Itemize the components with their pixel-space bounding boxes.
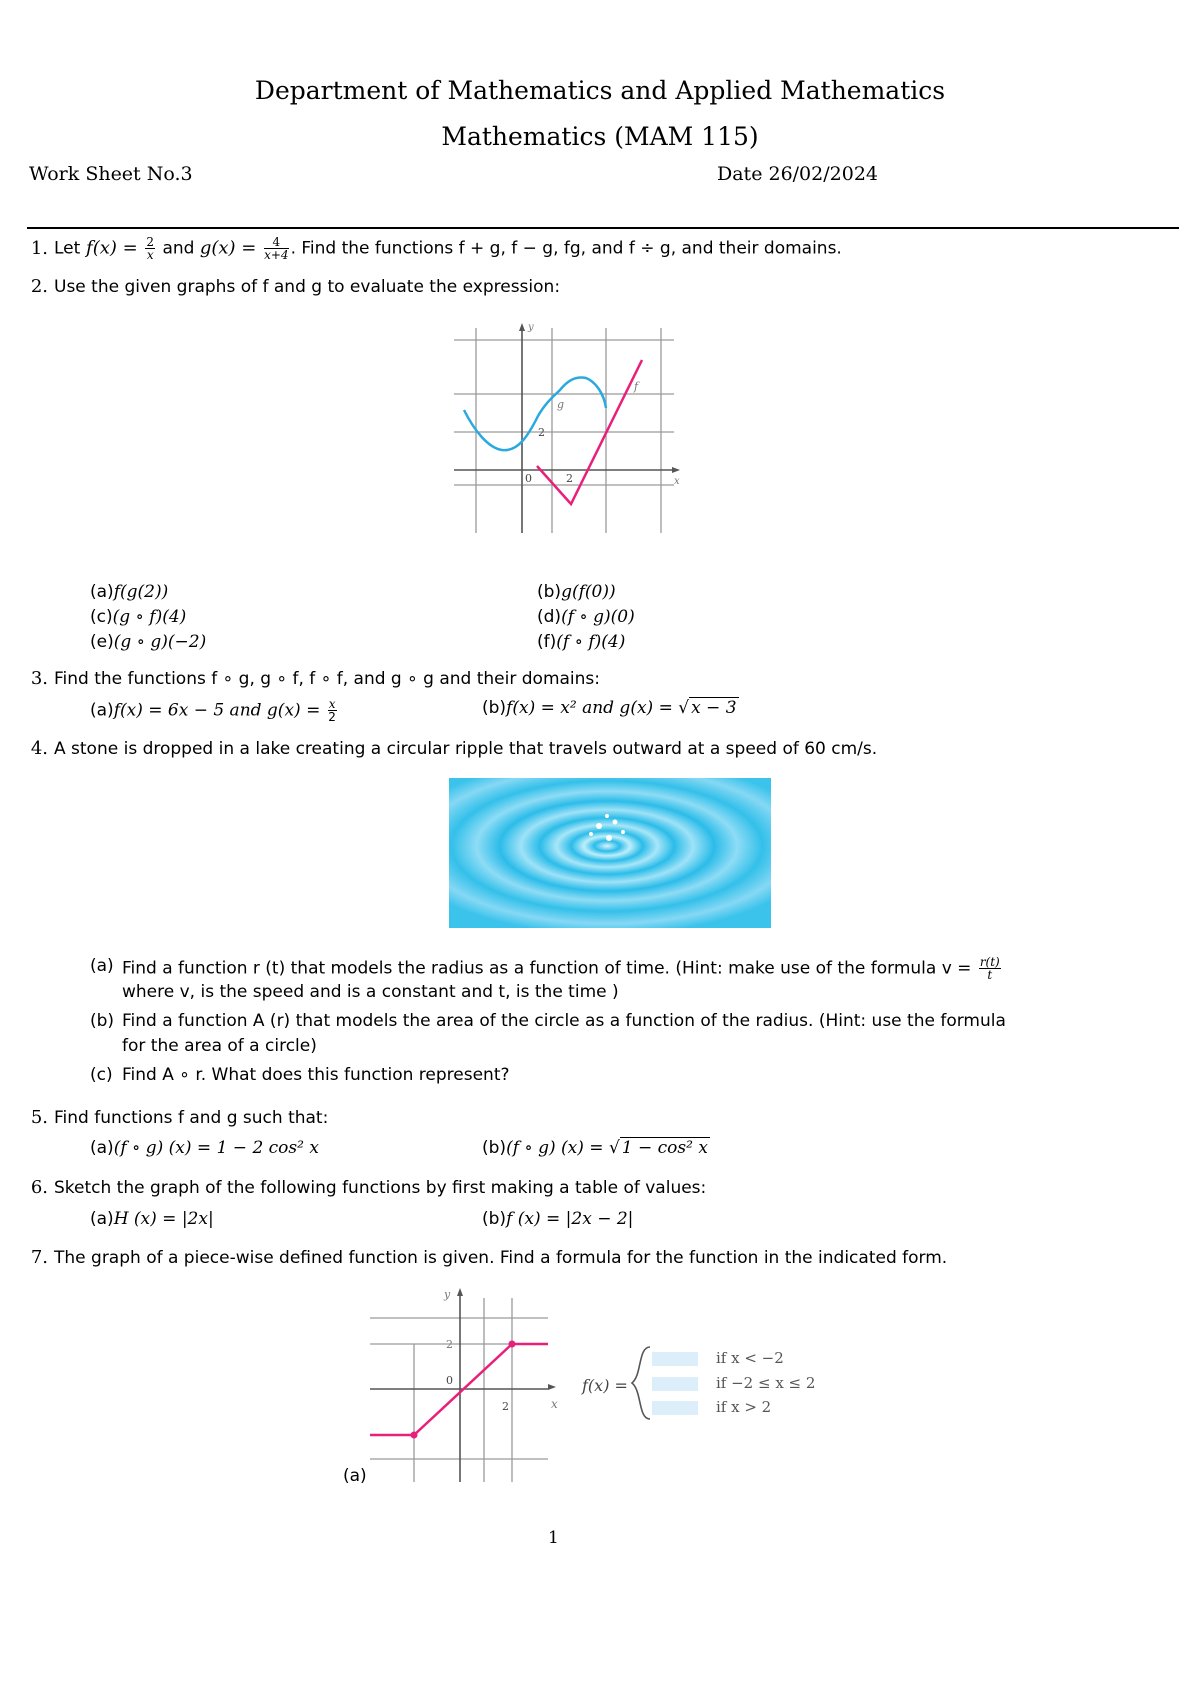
q6-part-a: (a)H (x) = |2x| bbox=[90, 1209, 214, 1229]
case-blank-2[interactable] bbox=[652, 1377, 698, 1391]
x-axis-arrow bbox=[546, 1380, 566, 1414]
question-number: 6. bbox=[30, 1177, 48, 1198]
fraction: $\frac{2}{x}$ bbox=[146, 235, 155, 262]
graph-piecewise bbox=[366, 1284, 566, 1484]
question-3: 3. Find the functions f ∘ g, g ∘ f, f ∘ f, and g ∘ g and their domains: bbox=[18, 668, 600, 689]
axes bbox=[454, 323, 680, 533]
worksheet-number: Work Sheet No.3 bbox=[29, 163, 193, 185]
piecewise-formula-lhs: f(x) = bbox=[582, 1376, 628, 1395]
q3-part-a: (a)f(x) = 6x − 5 and g(x) = $\frac{x}{2}$ bbox=[90, 697, 336, 724]
case-condition-1: if x < −2 bbox=[716, 1349, 784, 1367]
question-number: 1. bbox=[30, 237, 48, 259]
question-number: 5. bbox=[30, 1107, 48, 1128]
graph-f-g bbox=[446, 318, 686, 538]
q4-part-a-line1: Find a function r (t) that models the radius as a function of time. (Hint: make use of the formula v = $\frac{r(t)}{t}$ bbox=[122, 955, 1000, 982]
fraction: $\frac{4}{x+4}$ bbox=[264, 235, 289, 262]
course-title: Mathematics (MAM 115) bbox=[441, 122, 759, 151]
q4-part-a-line2: where v, is the speed and is a constant and t, is the time ) bbox=[122, 982, 619, 1002]
question-2: 2. Use the given graphs of f and g to evaluate the expression: bbox=[18, 276, 560, 297]
q3-part-b: (b)f(x) = x² and g(x) = √ x − 3 bbox=[482, 698, 737, 718]
x-axis-label: x bbox=[551, 1397, 558, 1411]
ripple-image bbox=[449, 778, 771, 928]
case-condition-3: if x > 2 bbox=[716, 1398, 772, 1416]
origin-label: 0 bbox=[525, 472, 532, 485]
question-5: 5. Find functions f and g such that: bbox=[18, 1107, 328, 1128]
x-tick-label: 2 bbox=[566, 472, 573, 485]
q7-part-label: (a) bbox=[343, 1466, 367, 1486]
breakpoint-left bbox=[411, 1432, 418, 1439]
axes bbox=[370, 1288, 548, 1482]
header-rule bbox=[27, 227, 1179, 229]
department-title: Department of Mathematics and Applied Mathematics bbox=[254, 76, 946, 105]
question-number: 2. bbox=[30, 276, 48, 297]
grid-lines bbox=[454, 328, 674, 533]
question-number: 3. bbox=[30, 668, 48, 689]
x-axis-label: x bbox=[674, 476, 680, 487]
question-number: 7. bbox=[30, 1247, 48, 1268]
q2-part-f: (f)(f ∘ f)(4) bbox=[537, 632, 626, 652]
q6-part-b: (b)f (x) = |2x − 2| bbox=[482, 1209, 634, 1229]
q4-part-c-label: (c) bbox=[90, 1065, 113, 1085]
water-surface bbox=[449, 778, 771, 928]
breakpoint-right bbox=[509, 1341, 516, 1348]
case-blank-1[interactable] bbox=[652, 1352, 698, 1366]
question-6: 6. Sketch the graph of the following functions by first making a table of values: bbox=[18, 1177, 706, 1198]
q4-part-b-line1: Find a function A (r) that models the area of the circle as a function of the radius. (Hint: use the formula bbox=[122, 1011, 1006, 1031]
q2-part-c: (c)(g ∘ f)(4) bbox=[90, 607, 187, 627]
worksheet-date: Date 26/02/2024 bbox=[717, 163, 878, 185]
question-4: 4. A stone is dropped in a lake creating a circular ripple that travels outward at a speed of 60 cm/s. bbox=[18, 738, 877, 759]
q2-part-d: (d)(f ∘ g)(0) bbox=[537, 607, 635, 627]
q4-part-b-line2: for the area of a circle) bbox=[122, 1036, 317, 1056]
f-line-label: f bbox=[634, 380, 639, 393]
question-number: 4. bbox=[30, 738, 48, 759]
q2-part-a: (a)f(g(2)) bbox=[90, 582, 169, 602]
y-tick-label: 2 bbox=[538, 426, 545, 439]
y-axis-label: y bbox=[444, 1288, 451, 1301]
q5-part-b: (b)(f ∘ g) (x) = √ 1 − cos² x bbox=[482, 1138, 708, 1158]
grid-lines bbox=[370, 1298, 548, 1482]
page-number: 1 bbox=[548, 1528, 559, 1548]
y-axis-label: y bbox=[528, 322, 534, 333]
question-1: 1. Let f(x) = $\frac{2}{x}$ and g(x) = $\frac{4}{x+4}$ . Find the functions f + g, f − g, fg, and f ÷ g, and their domains. bbox=[18, 236, 842, 261]
q4-part-a-label: (a) bbox=[90, 956, 114, 976]
case-condition-2: if −2 ≤ x ≤ 2 bbox=[716, 1374, 816, 1392]
y-tick-label: 2 bbox=[446, 1338, 453, 1351]
q4-part-c-line1: Find A ∘ r. What does this function represent? bbox=[122, 1065, 510, 1085]
question-7: 7. The graph of a piece-wise defined function is given. Find a formula for the function in the indicated form. bbox=[18, 1247, 947, 1268]
q2-part-e: (e)(g ∘ g)(−2) bbox=[90, 632, 207, 652]
q4-part-b-label: (b) bbox=[90, 1011, 115, 1031]
g-curve-label: g bbox=[557, 398, 565, 411]
g-curve bbox=[464, 378, 606, 451]
x-tick-label: 2 bbox=[502, 1400, 509, 1413]
case-blank-3[interactable] bbox=[652, 1401, 698, 1415]
q5-part-a: (a)(f ∘ g) (x) = 1 − 2 cos² x bbox=[90, 1138, 319, 1158]
origin-label: 0 bbox=[446, 1374, 453, 1387]
q2-part-b: (b)g(f(0)) bbox=[537, 582, 616, 602]
